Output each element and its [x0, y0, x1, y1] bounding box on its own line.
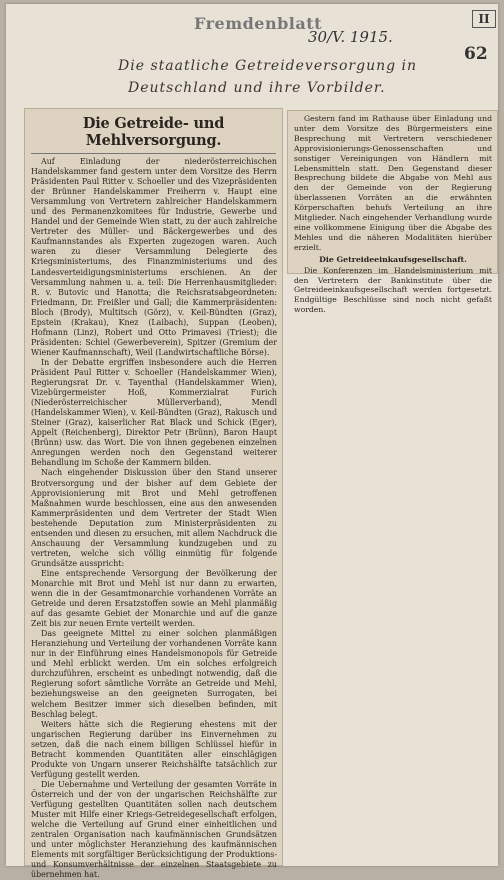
- continuation-body: [288, 111, 497, 315]
- article-paragraph: Das geeignete Mittel zu einer solchen planmäßigen Heranziehung und Verteilung der vorhandenen Vorräte kann nur in der Einführung eines Handelsmonopols für Getreide und Mehl erblickt werden. Um ein solches erfolgreich durchzuführen, erscheint es unbedingt notwendig, daß die Regierung sofort sämtliche Vorräte an Getreide und Mehl, beziehungsweise an den geeigneten Surrogaten, bei welchem Besitzer immer sich dieselben befinden, mit Beschlag belegt.: [31, 629, 277, 719]
- handwritten-note-line-2: Deutschland und ihre Vorbilder.: [128, 80, 386, 96]
- article-paragraph: Eine entsprechende Versorgung der Bevölkerung der Monarchie mit Brot und Mehl ist nur dann zu erwarten, wenn die in der Gesamtmonarchie vorhandenen Vorräte an Getreide und deren Ersatzstoffen sowie an Mehl planmäßig auf das gesamte Gebiet der Monarchie und auf die ganze Zeit bis zur neuen Ernte verteilt werden.: [31, 568, 277, 629]
- continuation-heading: Die Getreideeinkaufsgesellschaft.: [319, 254, 467, 264]
- page-number: 62: [464, 44, 488, 64]
- newspaper-clipping-continuation: [287, 110, 498, 315]
- continuation-closing: Die Konferenzen im Handelsministerium mit den Vertretern der Bankinstitute über die Getreideeinkaufsgesellschaft werden fortgesetzt. Endgültige Beschlüsse sind noch nicht gefaßt worden.: [294, 265, 492, 315]
- roman-numeral-box: II: [472, 10, 496, 28]
- article-paragraph: Die Uebernahme und Verteilung der gesamten Vorräte in Österreich und der von der ungarischen Reichshälfte zur Verfügung gestellten Quantitäten sollen nach deutschem Muster mit Hilfe einer Kriegs-Getreidegesellschaft erfolgen, welche die Verteilung auf Grund einer einheitlichen und zentralen Organisation nach kaufmännischen Grundsätzen und unter möglichster Heranziehung des kaufmännischen Elements mit sorgfältiger Berücksichtigung der Produktions- und Konsumverhältnisse der einzelnen Staatsgebiete zu übernehmen hat.: [31, 779, 277, 880]
- newspaper-clipping-main: [24, 108, 283, 880]
- handwritten-date: 30/V. 1915.: [308, 28, 393, 46]
- article-body: [25, 157, 282, 880]
- article-title: Die Getreide- und Mehlversorgung.: [82, 115, 225, 149]
- title-divider: [31, 153, 276, 154]
- article-paragraph: Auf Einladung der niederösterreichischen Handelskammer fand gestern unter dem Vorsitze des Herrn Präsidenten Paul Ritter v. Schoeller und des Vizepräsidenten der Brünner Handelskammer Freiherrn v. Haupt eine Versammlung von Vertretern zahlreicher Handelskammern und des Permanenzkomitees für Industrie, Gewerbe und Handel und der Gemeinde Wien statt, zu der auch zahlreiche Vertreter des Müller- und Bäckergewerbes und des Kaufmannstandes als Experten zugezogen waren. Auch waren zu dieser Versammlung Delegierte des Kriegsministeriums, des Finanzministeriums und des Landesverteidigungsministeriums erschienen. An der Versammlung nahmen u. a. teil: Die Herrenhausmitglieder: R. v. Butovic und Hanotta; die Reichsratsabgeordneten: Friedmann, Dr. Freißler und Gall; die Kammerpräsidenten: Bloch (Brody), Multitsch (Görz), v. Keil-Bündten (Graz), Epstein (Krakau), Knez (Laibach), Suppan (Leoben), Hofmann (Linz), Robert und Otto Primavesi (Triest); die Präsidenten: Schiel (Gewerbeverein), Spitzer (Gremium der Wiener Kaufmannschaft), Weil (Landwirtschaftliche Börse).: [31, 157, 277, 357]
- archive-sheet: [6, 4, 498, 880]
- article-paragraph: Weiters hätte sich die Regierung ehestens mit der ungarischen Regierung darüber ins Einvernehmen zu setzen, daß die nach einem billigen Schlüssel hiefür in Betracht kommenden Quantitäten aller einschlägigen Produkte von Ungarn unserer Reichshälfte tatsächlich zur Verfügung gestellt werden.: [31, 719, 277, 779]
- article-paragraph: Nach eingehender Diskussion über den Stand unserer Brotversorgung und der bisher auf dem Gebiete der Approvisionierung mit Brot und Mehl getroffenen Maßnahmen wurde beschlossen, eine aus den anwesenden Kammerpräsidenten und dem Vertreter der Stadt Wien bestehende Deputation zum Ministerpräsidenten zu entsenden und diesen zu ersuchen, mit allem Nachdruck die Anschauung der Versammlung kundzugeben und zu vertreten, welche sich völlig einmütig für folgende Grundsätze ausspricht:: [31, 468, 277, 568]
- newspaper-stamp: Fremdenblatt: [194, 14, 323, 33]
- continuation-paragraph: Gestern fand im Rathause über Einladung und unter dem Vorsitze des Bürgermeisters eine Besprechung mit Vertretern verschiedener Approvisionierungs-Genossenschaften und sonstiger Vereinigungen von Händlern mit Lebensmitteln statt. Den Gegenstand dieser Besprechung bildete die Abgabe von Mehl aus den der Gemeinde von der Regierung überlassenen Vorräten an die erwähnten Körperschaften behufs Verteilung an ihre Mitglieder. Nach eingehender Verhandlung wurde eine vollkommene Einigung über die Abgabe des Mehles und die näheren Modalitäten hierüber erzielt.: [294, 114, 492, 252]
- handwritten-note-line-1: Die staatliche Getreideversorgung in: [118, 58, 418, 74]
- article-paragraph: In der Debatte ergriffen insbesondere auch die Herren Präsident Paul Ritter v. Schoeller (Handelskammer Wien), Regierungsrat Dr. v. Tayenthal (Handelskammer Wien), Vizebürgermeister Hoß, Kommerzialrat Furich (Niederösterreichischer Müllerverband), Mendl (Handelskammer Wien), v. Keil-Bündten (Graz), Rakusch und Steiner (Graz), kaiserlicher Rat Black und Schick (Eger), Appelt (Reichenberg), Direktor Petr (Brünn), Baron Haupt (Brünn) usw. das Wort. Die von ihnen gegebenen einzelnen Anregungen werden noch den Gegenstand weiterer Behandlung im Schoße der Kammern bilden.: [31, 357, 277, 468]
